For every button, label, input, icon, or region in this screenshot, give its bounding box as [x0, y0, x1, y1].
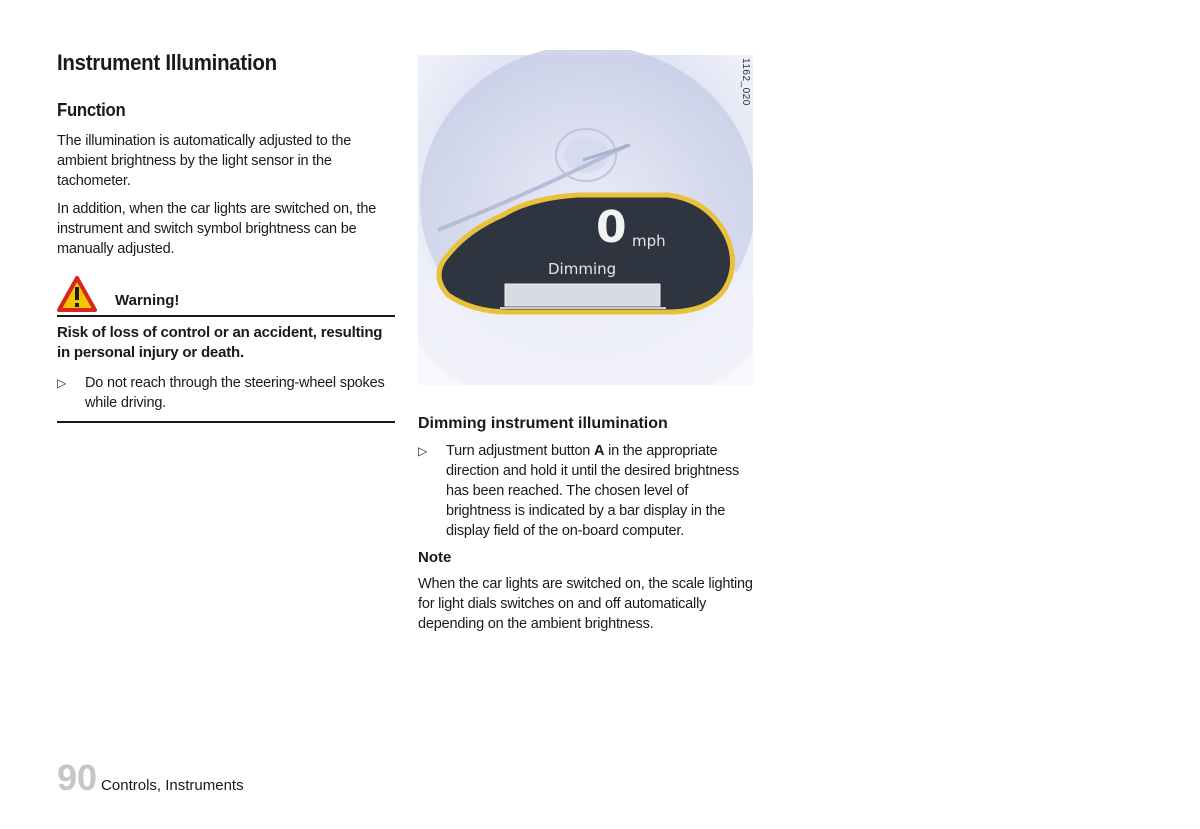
right-column [418, 50, 753, 634]
brightness-bar [505, 284, 660, 306]
dimming-heading: Dimming instrument illumination [418, 415, 668, 432]
note-text: When the car lights are switched on, the scale lighting for light dials switches on and off automatically depending on the ambient brightness. [418, 576, 753, 632]
warning-header [57, 276, 395, 317]
section-name: Controls, Instruments [101, 777, 244, 794]
page-number: 90 [57, 757, 98, 798]
bullet-arrow-icon: ▷ [57, 376, 67, 390]
dimming-bullet-prefix: Turn adjustment button [446, 443, 595, 459]
button-a-label: A [594, 443, 605, 459]
page-footer [57, 757, 244, 798]
function-heading: Function [57, 100, 126, 120]
warning-statement: Risk of loss of control or an accident, resulting in personal injury or death. [57, 324, 383, 361]
function-paragraph-1: The illumination is automatically adjusted to the ambient brightness by the light sensor in the tachometer. [57, 133, 352, 189]
instrument-cluster-illustration [418, 50, 753, 385]
dimming-bullet-rest: in the appropriate direction and hold it until the desired brightness has been reached. The chosen level of brightness is indicated by a bar display in the display field of the on-board computer. [446, 443, 740, 539]
note-heading: Note [418, 549, 452, 566]
left-column [57, 50, 395, 423]
speed-unit: mph [632, 232, 666, 250]
bullet-arrow-icon: ▷ [418, 444, 428, 458]
speed-value: 0 [596, 202, 627, 253]
figure-code: 1162_020 [740, 58, 751, 106]
warning-bottom-rule [57, 421, 395, 423]
page-title: Instrument Illumination [57, 50, 277, 75]
warning-bullet-text: Do not reach through the steering-wheel spokes while driving. [85, 375, 385, 411]
dimming-bullet [418, 441, 753, 541]
warning-bullet [57, 373, 395, 413]
function-paragraph-2: In addition, when the car lights are switched on, the instrument and switch symbol brightness can be manually adjusted. [57, 201, 377, 257]
instrument-display-figure [418, 50, 753, 385]
warning-label: Warning! [115, 292, 180, 309]
dimming-bullet-text [446, 441, 753, 541]
warning-triangle-icon [57, 276, 97, 312]
display-label: Dimming [548, 260, 617, 278]
